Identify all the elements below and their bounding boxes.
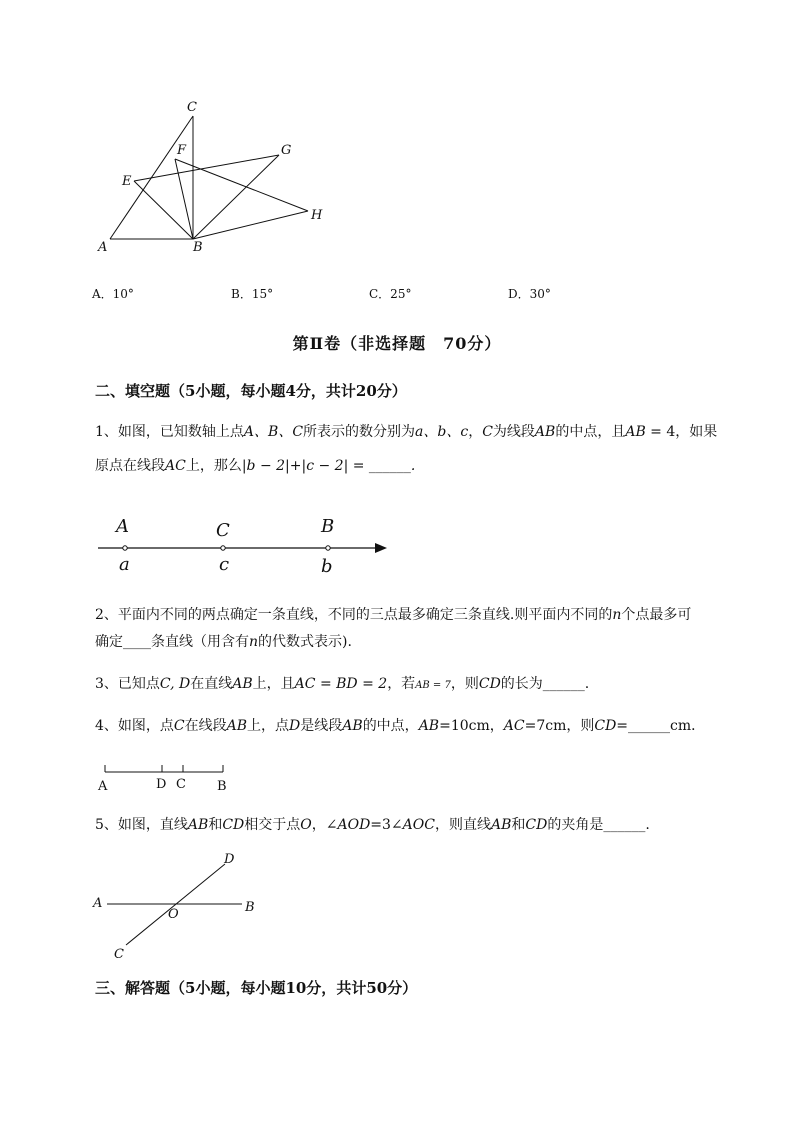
arrow-icon [375,543,387,553]
label-A: A [98,240,108,255]
part2-title: 第Ⅱ卷（非选择题 70分） [292,334,502,353]
segment-EB [134,181,193,239]
seg-label-B: B [217,779,227,794]
int-label-A: A [93,896,103,911]
option-b: B．15° [231,287,274,301]
segment-HB [193,211,308,239]
label-E: E [122,174,132,189]
int-label-B: B [245,900,255,915]
nl-label-C: C [216,520,230,541]
segment-EG [134,155,279,181]
nl-label-c: c [219,554,230,575]
label-F: F [177,143,187,158]
section2-title: 二、填空题（5小题，每小题4分，共计20分） [95,382,407,400]
int-label-O: O [168,907,179,922]
figure-intersecting-lines [90,850,270,965]
question-4: 4、如图，点C在线段AB上，点D是线段AB的中点，AB=10cm，AC=7cm，则CD=______cm． [95,718,706,734]
nl-label-B: B [321,516,335,537]
question-2-line-1: 2、平面内不同的两点确定一条直线，不同的三点最多确定三条直线.则平面内不同的n个点最多可 [95,607,692,623]
figure-number-line [95,510,395,580]
question-5: 5、如图，直线AB和CD相交于点O，∠AOD=3∠AOC，则直线AB和CD的夹角是______. [95,817,650,833]
segment-FH [175,159,308,211]
label-G: G [281,143,292,158]
label-H: H [311,208,323,223]
point-B [326,546,330,550]
figure-segment [95,760,245,796]
seg-label-A: A [98,779,108,794]
figure-angles [90,95,340,260]
question-1-line-1: 1、如图，已知数轴上点A、B、C所表示的数分别为a、b、c，C为线段AB的中点，且AB = 4，如果 [95,424,718,440]
option-d: D．30° [508,287,551,301]
label-B: B [193,240,203,255]
point-C [221,546,225,550]
question-2-line-2: 确定____条直线（用含有n的代数式表示). [95,634,352,650]
nl-label-a: a [119,554,130,575]
question-3: 3、已知点C, D在直线AB上，且AC = BD = 2，若AB = 7，则CD的长为______. [95,676,590,692]
int-label-D: D [224,852,235,867]
seg-label-C: C [176,777,186,792]
nl-label-b: b [321,556,333,577]
int-label-C: C [114,947,124,962]
seg-label-D: D [156,777,167,792]
nl-label-A: A [116,516,129,537]
label-C: C [187,100,197,115]
point-A [123,546,127,550]
question-1-line-2: 原点在线段AC上，那么|b − 2|+|c − 2| = ______. [95,458,416,474]
option-c: C．25° [369,287,412,301]
section3-title: 三、解答题（5小题，每小题10分，共计50分） [95,979,418,997]
option-a: A．10° [92,287,134,301]
